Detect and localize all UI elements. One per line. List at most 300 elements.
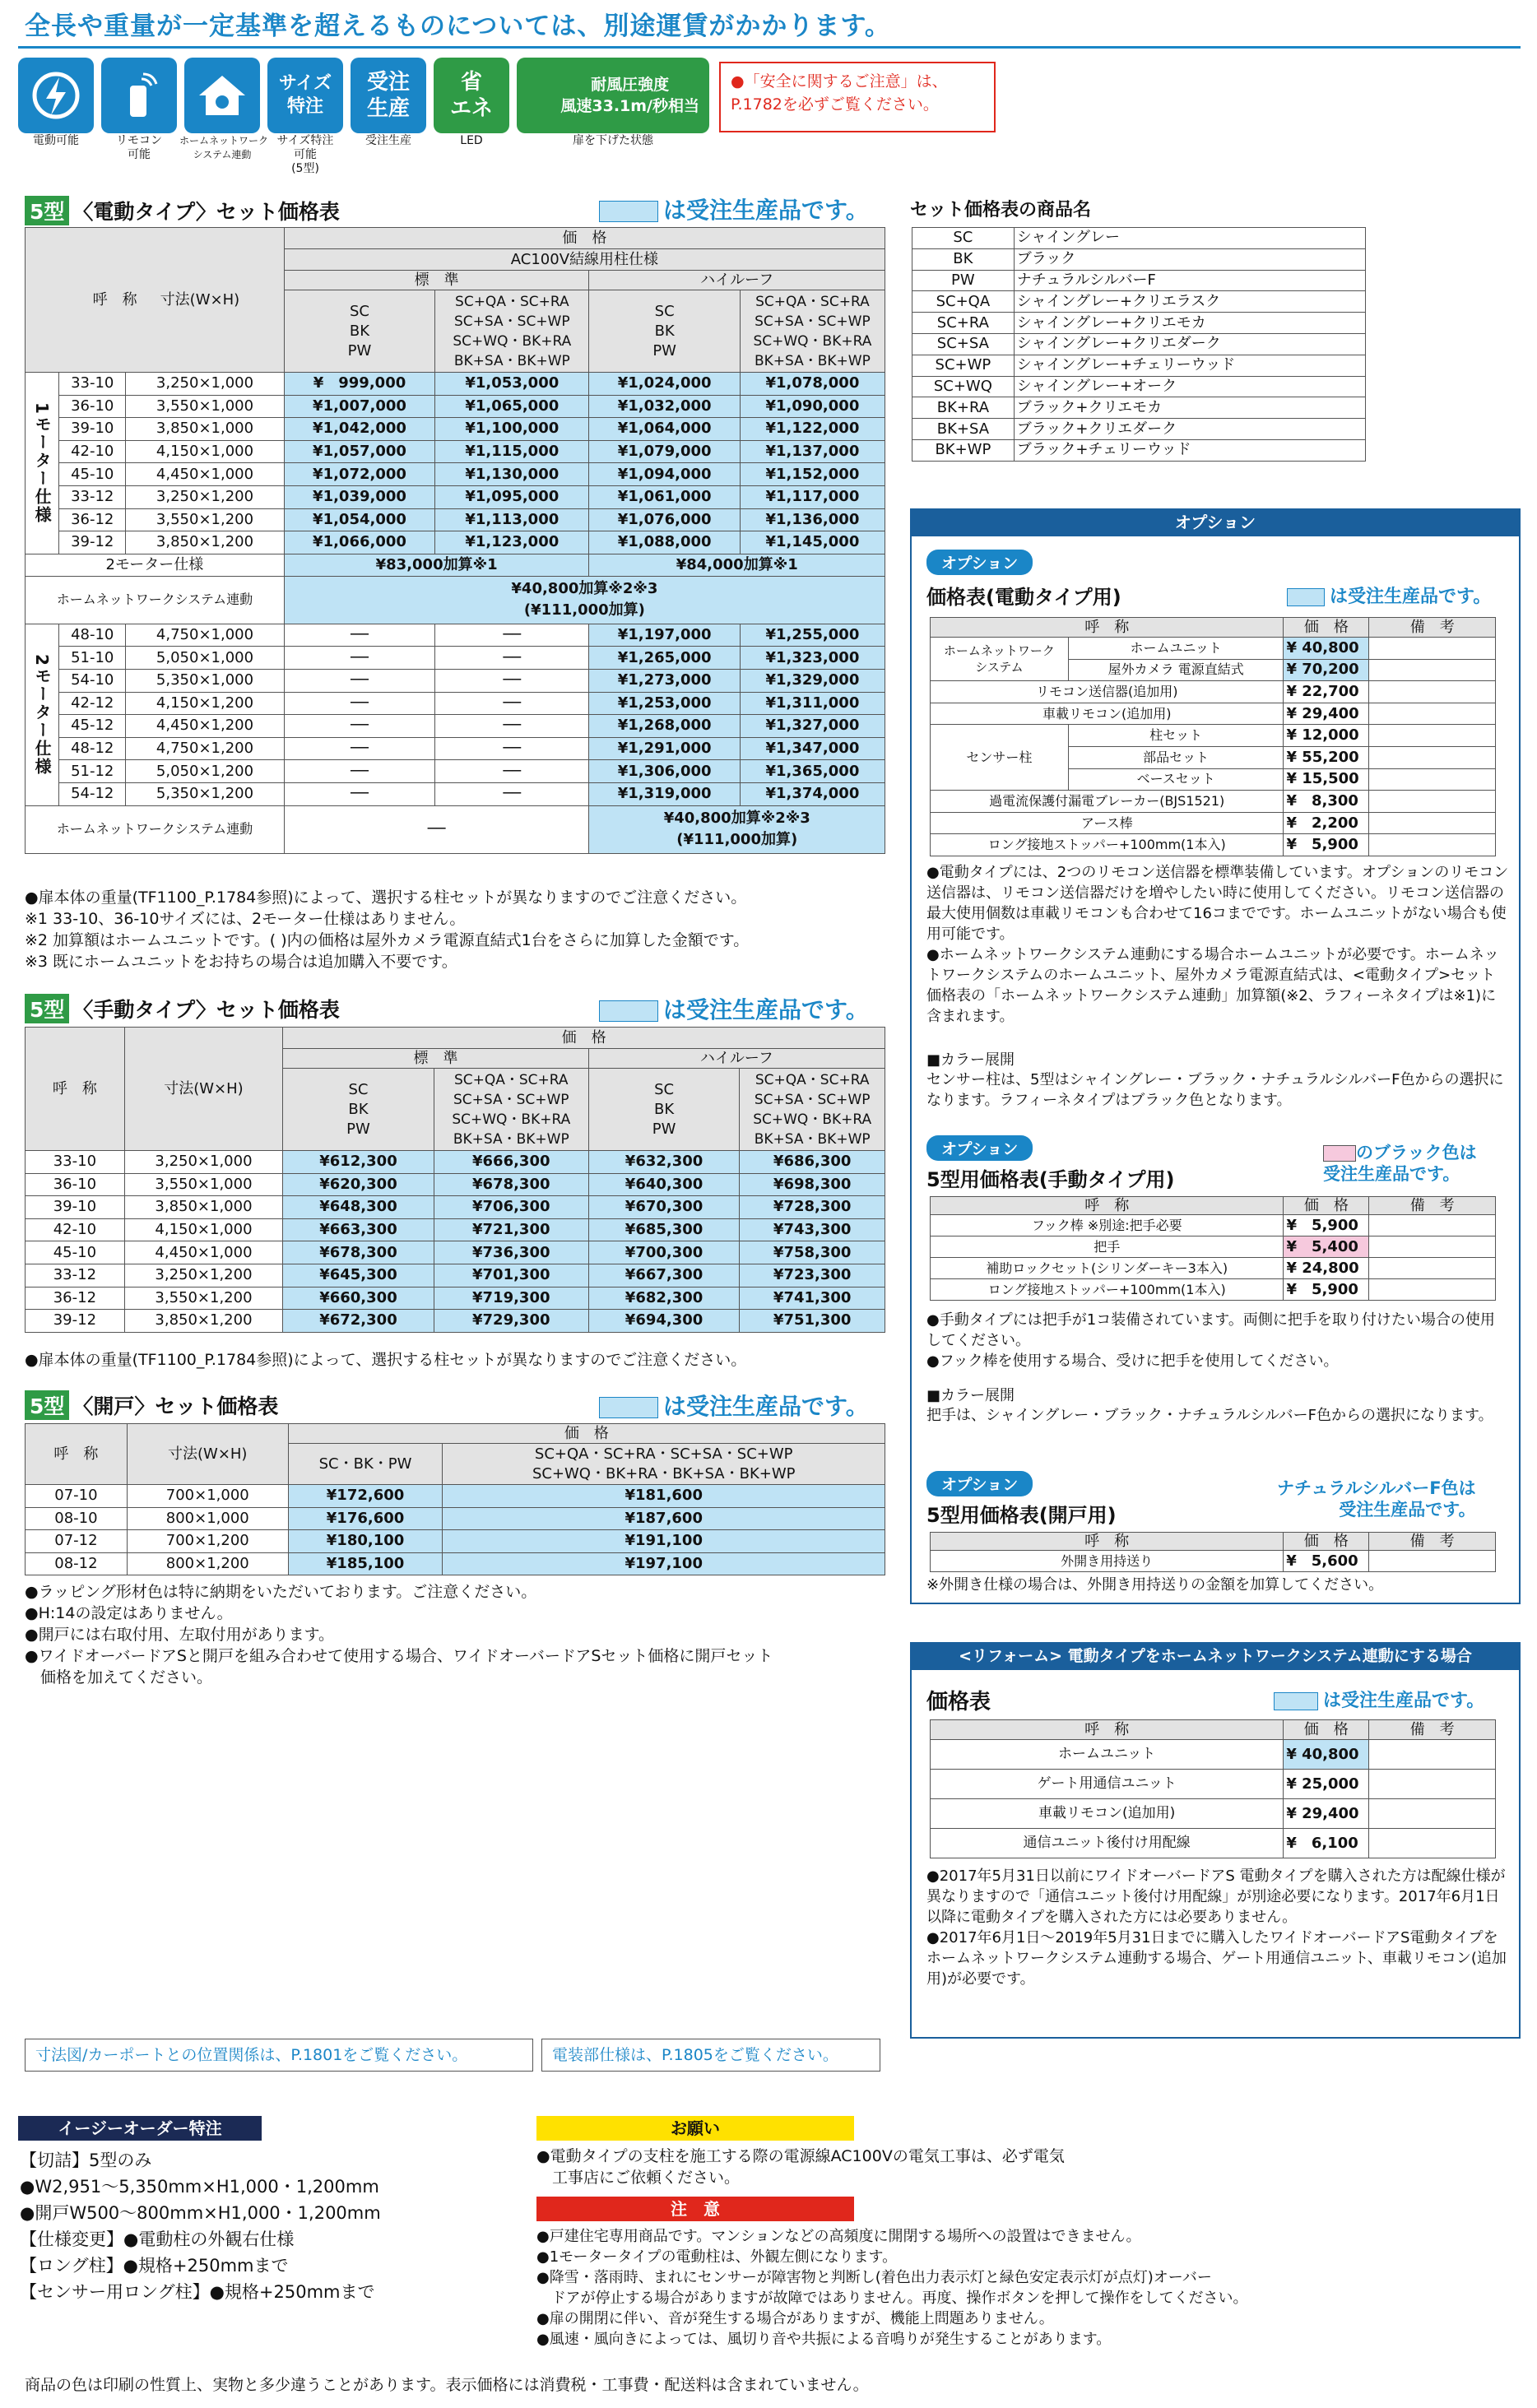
table-row <box>26 463 885 486</box>
table-row <box>912 397 1366 419</box>
table-cell: ¥1,136,000 <box>740 508 885 531</box>
table-cell <box>1369 1829 1496 1858</box>
table-cell: ── <box>284 782 434 805</box>
table-cell: ¥1,061,000 <box>589 485 740 508</box>
table-cell: 36-12 <box>59 508 126 531</box>
door-price-table: 呼 称 寸法(W×H) 価 格 SC・BK・PW SC+QA・SC+RA・SC+SA・SC+WP SC+WQ・BK+RA・BK+SA・BK+WP 07-10 700×1,000 ¥172,600 ¥181,600 08-10 800×1,000 ¥176,600 ¥187,600 07-12 700×1,200 ¥180,100 ¥191,100 08-12 800×1,200 ¥185,100 ¥197,100 <box>25 1423 885 1575</box>
color-name-table <box>912 227 1366 462</box>
table-row <box>26 1530 885 1553</box>
option-manual-notes: ●手動タイプには把手が1コ装備されています。両側に把手を取り付けたい場合の使用してください。 ●フック棒を使用する場合、受けに把手を使用してください。 <box>926 1311 1495 1370</box>
table-row <box>931 1236 1496 1258</box>
table-cell: ¥1,323,000 <box>740 647 885 670</box>
table-cell: ── <box>435 669 589 692</box>
table-cell: フック棒 ※別途:把手必要 <box>931 1215 1284 1236</box>
table-cell: シャイングレー+クリエモカ <box>1014 313 1365 334</box>
table-cell: ¥1,095,000 <box>435 485 589 508</box>
table-cell: ¥1,066,000 <box>284 531 434 554</box>
electric-title: 5型 〈電動タイプ〉セット価格表 <box>25 196 340 225</box>
table-cell: ¥185,100 <box>288 1552 443 1575</box>
table-row <box>26 1287 885 1310</box>
table-cell: 4,450×1,000 <box>126 463 285 486</box>
icon-caption: 電動可能 <box>33 134 79 147</box>
option-manual-table: 呼 称 価 格 備 考 フック棒 ※別途:把手必要 ¥ 5,900 把手 ¥ 5,400 補助ロックセット(シリンダーキー3本入) ¥ 24,800 ロング接地ストッパー+100mm(1本入) ¥ 5,900 <box>930 1196 1496 1301</box>
table-cell: ── <box>435 715 589 738</box>
table-cell: ¥ 5,900 <box>1284 1215 1369 1236</box>
table-cell: ¥728,300 <box>740 1196 885 1219</box>
table-row <box>912 228 1366 249</box>
table-row <box>931 1279 1496 1301</box>
table-cell: 補助ロックセット(シリンダーキー3本入) <box>931 1258 1284 1279</box>
table-cell: 800×1,200 <box>127 1552 288 1575</box>
table-cell <box>1369 746 1496 768</box>
table-cell: ── <box>435 760 589 783</box>
table-cell: ¥1,137,000 <box>740 440 885 463</box>
table-cell: ¥ 24,800 <box>1284 1258 1369 1279</box>
made-to-order-icon: 受注 生産 <box>351 58 426 133</box>
table-cell <box>1369 681 1496 703</box>
table-cell: 4,450×1,000 <box>124 1241 282 1264</box>
table-cell: ブラック+クリエダーク <box>1014 419 1365 440</box>
option-electric-color-title: ■カラー展開 <box>926 1051 1015 1069</box>
made-to-order-note: は受注生産品です。 <box>1287 582 1491 608</box>
icon-caption: リモコン 可能 <box>116 134 162 161</box>
manual-price-table: 呼 称 寸法(W×H) 価 格 標 準 ハイルーフ SC BK PW SC+QA・SC+RA SC+SA・SC+WP SC+WQ・BK+RA BK+SA・BK+WP SC BK PW SC+QA・SC+RA SC+SA・SC+WP SC+WQ・BK+RA BK+SA・BK+WP 33-10 3,250×1,000 ¥612,300 ¥666,300 ¥632,300 ¥686,300 36-10 3,550×1,000 ¥620,300 ¥678,300 ¥640,300 ¥698,300 39-10 3,850×1,000 ¥648,300 ¥706,300 ¥670,300 ¥728,300 42-10 4,150×1,000 ¥663,300 ¥721,300 ¥685,300 ¥743,300 45-10 4,450×1,000 ¥678,300 ¥736,300 ¥700,300 ¥758,300 33-12 3,250×1,200 ¥645,300 ¥701,300 ¥667,300 ¥723,300 36-12 3,550×1,200 ¥660,300 ¥719,300 ¥682,300 ¥741,300 39-12 3,850×1,200 ¥672,300 ¥729,300 ¥694,300 ¥751,300 <box>25 1027 885 1333</box>
reform-notes: ●2017年5月31日以前にワイドオーバードアS 電動タイプを購入された方は配線仕様が異なりますので「通信ユニット後付け用配線」が別途必要になります。2017年6月1日以降に電動タイプを購入された方には必要ありません。 ●2017年6月1日〜2019年5月31日までに購入したワイドオーバードアS電動タイプをホームネットワークシステム連動する場合、ゲート用通信ユニット、車載リモコン(追加用)が必要です。 <box>926 1867 1507 1988</box>
table-cell: 4,150×1,000 <box>124 1218 282 1241</box>
table-cell: 700×1,000 <box>127 1485 288 1508</box>
colors-title: セット価格表の商品名 <box>910 200 1092 220</box>
table-row <box>26 1196 885 1219</box>
table-cell: ¥706,300 <box>434 1196 588 1219</box>
name-header: 呼 称 寸法(W×H) <box>26 228 285 373</box>
table-cell: アース棒 <box>931 812 1284 834</box>
table-cell: ¥ 29,400 <box>1284 703 1369 725</box>
table-cell: ¥ 5,400 <box>1284 1236 1369 1258</box>
table-cell: ── <box>284 760 434 783</box>
table-cell: ¥632,300 <box>588 1151 740 1174</box>
home-network-icon <box>184 58 260 133</box>
option-manual-color: 把手は、シャイングレー・ブラック・ナチュラルシルバーF色からの選択になります。 <box>926 1407 1493 1424</box>
table-cell: ¥1,291,000 <box>589 737 740 760</box>
table-cell: ¥741,300 <box>740 1287 885 1310</box>
table-cell: 45-12 <box>59 715 126 738</box>
table-cell: 5,350×1,200 <box>126 782 285 805</box>
table-cell: ブラック <box>1014 248 1365 270</box>
table-cell: ── <box>284 737 434 760</box>
table-cell: 54-12 <box>59 782 126 805</box>
table-cell: ¥1,374,000 <box>740 782 885 805</box>
table-cell: 通信ユニット後付け用配線 <box>931 1829 1284 1858</box>
table-cell: 33-12 <box>59 485 126 508</box>
eco-led-icon: 省 エネ <box>434 58 509 133</box>
option-electric-color: センサー柱は、5型はシャイングレー・ブラック・ナチュラルシルバーF色からの選択になります。ラフィーネタイプはブラック色となります。 <box>926 1071 1504 1109</box>
table-cell: ホームユニット <box>931 1740 1284 1770</box>
table-row <box>26 440 885 463</box>
table-cell: ¥1,088,000 <box>589 531 740 554</box>
table-cell: ¥1,094,000 <box>589 463 740 486</box>
table-cell: BK+RA <box>912 397 1015 419</box>
table-cell: シャイングレー+クリエダーク <box>1014 333 1365 355</box>
table-cell: 39-12 <box>26 1310 125 1333</box>
option-door-table: 呼 称 価 格 備 考 外開き用持送り ¥ 5,600 <box>930 1532 1496 1572</box>
table-cell <box>1369 703 1496 725</box>
table-cell: ¥191,100 <box>443 1530 885 1553</box>
table-cell: 07-12 <box>26 1530 128 1553</box>
table-cell: 39-10 <box>59 418 126 441</box>
table-row <box>26 669 885 692</box>
icon-caption: サイズ特注 可能 (5型) <box>276 134 334 175</box>
icon-caption: LED <box>460 134 483 147</box>
table-cell <box>1369 1551 1496 1572</box>
table-cell <box>1369 659 1496 681</box>
table-cell: 33-10 <box>59 373 126 396</box>
icon-caption: 扉を下げた状態 <box>573 134 653 147</box>
table-row <box>931 1829 1496 1858</box>
table-cell: 700×1,200 <box>127 1530 288 1553</box>
table-cell: ¥719,300 <box>434 1287 588 1310</box>
table-row <box>931 1551 1496 1572</box>
table-cell: ¥698,300 <box>740 1173 885 1196</box>
table-cell: BK+WP <box>912 439 1015 461</box>
table-cell <box>1369 1279 1496 1301</box>
table-cell: ¥1,065,000 <box>435 395 589 418</box>
table-cell: 800×1,000 <box>127 1507 288 1530</box>
table-cell: シャイングレー+クリエラスク <box>1014 291 1365 313</box>
table-cell: ¥ 29,400 <box>1284 1799 1369 1829</box>
table-row <box>26 692 885 715</box>
table-cell: ¥ 15,500 <box>1284 768 1369 791</box>
table-cell <box>1369 1770 1496 1799</box>
table-cell: ¥666,300 <box>434 1151 588 1174</box>
table-cell: シャイングレー+オーク <box>1014 376 1365 397</box>
table-cell <box>1369 725 1496 747</box>
table-cell: ── <box>284 624 434 647</box>
option-pill: オプション <box>926 1471 1033 1496</box>
reform-bar: <リフォーム> 電動タイプをホームネットワークシステム連動にする場合 <box>910 1642 1521 1670</box>
table-cell <box>1369 834 1496 856</box>
safety-note: ●「安全に関するご注意」は、 P.1782を必ずご覧ください。 <box>719 62 996 132</box>
table-cell: ¥1,273,000 <box>589 669 740 692</box>
easy-line: 【仕様変更】●電動柱の外観右仕様 <box>20 2229 295 2249</box>
silver-note: ナチュラルシルバーF色は 受注生産品です。 <box>1277 1478 1476 1519</box>
table-cell: ¥ 25,000 <box>1284 1770 1369 1799</box>
manual-notes: ●扉本体の重量(TF1100_P.1784参照)によって、選択する柱セットが異なりますのでご注意ください。 <box>25 1351 747 1369</box>
table-row <box>912 270 1366 291</box>
table-cell: ¥180,100 <box>288 1530 443 1553</box>
table-cell: 36-10 <box>59 395 126 418</box>
table-cell: 3,250×1,200 <box>126 485 285 508</box>
table-cell: ¥1,123,000 <box>435 531 589 554</box>
table-row <box>26 1310 885 1333</box>
feature-icons <box>18 58 709 175</box>
table-cell: 54-10 <box>59 669 126 692</box>
table-row <box>26 782 885 805</box>
table-cell: ¥1,117,000 <box>740 485 885 508</box>
table-row <box>26 508 885 531</box>
table-row <box>26 418 885 441</box>
table-cell: 39-12 <box>59 531 126 554</box>
request-label: お願い <box>536 2116 854 2141</box>
table-cell: ブラック+チェリーウッド <box>1014 439 1365 461</box>
footer-note: 商品の色は印刷の性質上、実物と多少違うことがあります。表示価格には消費税・工事費・配送料は含まれていません。 <box>25 2376 869 2394</box>
option-pill: オプション <box>926 1135 1033 1161</box>
table-cell: SC+QA <box>912 291 1015 313</box>
table-cell: 3,250×1,000 <box>126 373 285 396</box>
table-row <box>931 1770 1496 1799</box>
table-cell: 36-10 <box>26 1173 125 1196</box>
table-cell: ¥721,300 <box>434 1218 588 1241</box>
table-cell <box>1369 1215 1496 1236</box>
table-cell: SC+RA <box>912 313 1015 334</box>
table-cell: ベースセット <box>1068 768 1284 791</box>
easy-order-label: イージーオーダー特注 <box>18 2116 262 2141</box>
table-cell: ¥723,300 <box>740 1264 885 1287</box>
table-cell: ¥1,265,000 <box>589 647 740 670</box>
table-cell: ¥176,600 <box>288 1507 443 1530</box>
size-special-icon: サイズ 特注 <box>267 58 343 133</box>
table-cell: ¥187,600 <box>443 1507 885 1530</box>
table-cell: ¥612,300 <box>283 1151 434 1174</box>
table-cell: 5,050×1,200 <box>126 760 285 783</box>
table-cell: ¥1,145,000 <box>740 531 885 554</box>
table-cell: シャイングレー+チェリーウッド <box>1014 355 1365 376</box>
table-row <box>26 1173 885 1196</box>
table-cell: ¥1,329,000 <box>740 669 885 692</box>
table-cell <box>1369 812 1496 834</box>
table-cell: ゲート用通信ユニット <box>931 1770 1284 1799</box>
manual-title: 5型 〈手動タイプ〉セット価格表 <box>25 994 340 1023</box>
table-cell: ¥1,122,000 <box>740 418 885 441</box>
reference-electrical-link[interactable]: 電装部仕様は、P.1805をご覧ください。 <box>541 2039 880 2072</box>
easy-line: 【ロング柱】●規格+250mmまで <box>20 2256 289 2276</box>
table-cell: ── <box>435 782 589 805</box>
table-cell: 3,250×1,000 <box>124 1151 282 1174</box>
caution-label: 注 意 <box>536 2197 854 2221</box>
table-row <box>912 291 1366 313</box>
table-row <box>931 638 1496 660</box>
table-cell: 51-12 <box>59 760 126 783</box>
table-cell: 4,750×1,000 <box>126 624 285 647</box>
table-cell: ¥672,300 <box>283 1310 434 1333</box>
table-cell: 08-12 <box>26 1552 128 1575</box>
table-cell: ¥678,300 <box>283 1241 434 1264</box>
table-cell: ¥700,300 <box>588 1241 740 1264</box>
table-cell: ── <box>284 647 434 670</box>
table-cell: ¥1,053,000 <box>435 373 589 396</box>
made-to-order-note: は受注生産品です。 <box>599 992 869 1025</box>
table-cell: ¥1,327,000 <box>740 715 885 738</box>
table-cell: ¥ 70,200 <box>1284 659 1369 681</box>
table-cell: ¥667,300 <box>588 1264 740 1287</box>
table-cell: ── <box>435 737 589 760</box>
table-cell: 3,550×1,200 <box>126 508 285 531</box>
table-cell: 4,750×1,200 <box>126 737 285 760</box>
table-cell: 3,850×1,000 <box>126 418 285 441</box>
table-cell: 3,550×1,000 <box>124 1173 282 1196</box>
made-to-order-note: は受注生産品です。 <box>599 193 869 225</box>
table-cell: 部品セット <box>1068 746 1284 768</box>
table-cell <box>1369 1740 1496 1770</box>
table-row <box>931 703 1496 725</box>
icon-caption: 受注生産 <box>365 134 411 147</box>
table-cell <box>1369 1236 1496 1258</box>
table-cell: ¥1,024,000 <box>589 373 740 396</box>
table-cell <box>1369 768 1496 791</box>
door-title: 5型 〈開戸〉セット価格表 <box>25 1390 278 1420</box>
made-to-order-note: は受注生産品です。 <box>599 1389 869 1422</box>
table-cell: ¥ 22,700 <box>1284 681 1369 703</box>
table-cell: SC <box>912 228 1015 249</box>
table-cell: ¥640,300 <box>588 1173 740 1196</box>
table-cell: 5,350×1,000 <box>126 669 285 692</box>
table-cell <box>1369 791 1496 813</box>
table-cell: ¥1,347,000 <box>740 737 885 760</box>
table-row <box>931 791 1496 813</box>
table-cell: ¥648,300 <box>283 1196 434 1219</box>
table-cell: ¥701,300 <box>434 1264 588 1287</box>
table-cell: ¥1,100,000 <box>435 418 589 441</box>
table-cell: 車載リモコン(追加用) <box>931 703 1284 725</box>
table-row <box>26 1151 885 1174</box>
table-cell: ¥620,300 <box>283 1173 434 1196</box>
electric-price-table: 呼 称 寸法(W×H) 価 格 AC100V結線用柱仕様 標 準 ハイルーフ SC BK PW SC+QA・SC+RA SC+SA・SC+WP SC+WQ・BK+RA BK+SA・BK+WP SC BK PW SC+QA・SC+RA SC+SA・SC+WP SC+WQ・BK+RA BK+SA・BK+WP 1モーター仕様 33-10 3,250×1,000 ¥ 999,000 ¥1,053,000 ¥1,024,000 ¥1,078,000 36-10 3,550×1,000 ¥1,007,000 ¥1,065,000 ¥1,032,000 ¥1,090,000 39-10 3,850×1,000 ¥1,042,000 ¥1,100,000 ¥1,064,000 ¥1,122,000 42-10 4,150×1,000 ¥1,057,000 ¥1,115,000 ¥1,079,000 ¥1,137,000 45-10 4,450×1,000 ¥1,072,000 ¥1,130,000 ¥1,094,000 ¥1,152,000 33-12 3,250×1,200 ¥1,039,000 ¥1,095,000 ¥1,061,000 ¥1,117,000 36-12 3,550×1,200 ¥1,054,000 ¥1,113,000 ¥1,076,000 ¥1,136,000 39-12 3,850×1,200 ¥1,066,000 ¥1,123,000 ¥1,088,000 ¥1,145,000 2モーター仕様 ¥83,000加算※1 ¥84,000加算※1 ホームネットワークシステム連動 ¥40,800加算※2※3 (¥111,000加算) 2モーター仕様 48-10 4,750×1,000 ── ── ¥1,197,000 ¥1,255,000 51-10 5,050×1,000 ── ── ¥1,265,000 ¥1,323,000 54-10 5,350×1,000 ── ── ¥1,273,000 ¥1,329,000 42-12 4,150×1,200 ── ── ¥1,253,000 ¥1,311,000 45-12 4,450×1,200 ── ── ¥1,268,000 ¥1,327,000 48-12 4,750×1,200 ── ── ¥1,291,000 ¥1,347,000 51-12 5,050×1,200 ── ── ¥1,306,000 ¥1,365,000 54-12 5,350×1,200 ── ── ¥1,319,000 ¥1,374,000 ホームネットワークシステム連動 ── ¥40,800加算※2※3 (¥111,000加算) <box>25 227 885 854</box>
electric-notes: ●扉本体の重量(TF1100_P.1784参照)によって、選択する柱セットが異なりますのでご注意ください。 ※1 33-10、36-10サイズには、2モーター仕様はありません。 ※2 加算額はホームユニットです。( )内の価格は屋外カメラ電源直結式1台をさらに加算した金額です。 ※3 既にホームユニットをお持ちの場合は追加購入不要です。 <box>25 889 750 971</box>
table-cell: ¥758,300 <box>740 1241 885 1264</box>
table-cell: ¥660,300 <box>283 1287 434 1310</box>
table-cell: シャイングレー <box>1014 228 1365 249</box>
table-cell: ¥1,042,000 <box>284 418 434 441</box>
table-row <box>931 681 1496 703</box>
table-cell: ¥751,300 <box>740 1310 885 1333</box>
table-cell: ナチュラルシルバーF <box>1014 270 1365 291</box>
table-cell: BK <box>912 248 1015 270</box>
table-cell: ¥ 999,000 <box>284 373 434 396</box>
table-cell: ロング接地ストッパー+100mm(1本入) <box>931 1279 1284 1301</box>
table-cell: ¥682,300 <box>588 1287 740 1310</box>
option-electric-table: 呼 称 価 格 備 考 ホームネットワーク システム ホームユニット ¥ 40,800 屋外カメラ 電源直結式 ¥ 70,200 リモコン送信器(追加用) ¥ 22,700 車載リモコン(追加用) ¥ 29,400 センサー柱 柱セット ¥ 12,000 部品セット ¥ 55,200 ベースセット ¥ 15,500 過電流保護付漏電ブレーカー(BJS1521) ¥ 8,300 アース棒 ¥ 2,200 ロング接地ストッパー+100mm(1本入) ¥ 5,900 <box>930 617 1496 856</box>
table-cell: 3,250×1,200 <box>124 1264 282 1287</box>
table-cell: 33-12 <box>26 1264 125 1287</box>
table-row <box>931 812 1496 834</box>
table-cell: 3,550×1,000 <box>126 395 285 418</box>
table-cell: ¥1,255,000 <box>740 624 885 647</box>
table-cell: 3,850×1,000 <box>124 1196 282 1219</box>
wind-icon: 耐風圧強度 風速33.1m/秒相当 <box>517 58 709 133</box>
table-cell: 2モーター仕様 <box>26 624 59 805</box>
table-cell: ¥1,253,000 <box>589 692 740 715</box>
table-cell: ¥ 5,900 <box>1284 1279 1369 1301</box>
table-cell: ¥1,078,000 <box>740 373 885 396</box>
table-cell: ¥1,032,000 <box>589 395 740 418</box>
table-cell: 48-10 <box>59 624 126 647</box>
table-row <box>931 1799 1496 1829</box>
table-row <box>931 725 1496 747</box>
table-cell: ── <box>435 624 589 647</box>
table-row <box>26 1485 885 1508</box>
option-manual-title: 5型用価格表(手動タイプ用) <box>926 1168 1175 1191</box>
table-cell: ── <box>284 692 434 715</box>
reform-table: 呼 称 価 格 備 考 ホームユニット ¥ 40,800 ゲート用通信ユニット ¥ 25,000 車載リモコン(追加用) ¥ 29,400 通信ユニット後付け用配線 ¥ 6,100 <box>930 1719 1496 1858</box>
easy-line: 【切詰】5型のみ <box>20 2150 152 2170</box>
table-cell: 48-12 <box>59 737 126 760</box>
table-cell: ホームネットワーク システム <box>931 638 1069 681</box>
table-cell: ¥1,306,000 <box>589 760 740 783</box>
table-row <box>26 485 885 508</box>
headline-rule <box>18 46 1521 49</box>
table-cell: ¥1,064,000 <box>589 418 740 441</box>
option-door-notes: ※外開き仕様の場合は、外開き用持送りの金額を加算してください。 <box>926 1576 1384 1594</box>
table-row <box>26 760 885 783</box>
table-cell: ¥ 2,200 <box>1284 812 1369 834</box>
table-cell: ¥197,100 <box>443 1552 885 1575</box>
table-cell: ¥ 40,800 <box>1284 1740 1369 1770</box>
easy-order-lines <box>20 2147 530 2305</box>
table-cell: ロング接地ストッパー+100mm(1本入) <box>931 834 1284 856</box>
table-cell: 45-10 <box>59 463 126 486</box>
reform-title: 価格表 <box>926 1690 991 1714</box>
table-cell: BK+SA <box>912 419 1015 440</box>
table-row <box>26 1507 885 1530</box>
table-cell: ¥1,090,000 <box>740 395 885 418</box>
table-cell: ¥1,054,000 <box>284 508 434 531</box>
table-cell: 4,150×1,200 <box>126 692 285 715</box>
table-cell: 把手 <box>931 1236 1284 1258</box>
headline: 全長や重量が一定基準を超えるものについては、別途運賃がかかります。 <box>25 12 891 41</box>
table-cell: ブラック+クリエモカ <box>1014 397 1365 419</box>
option-electric-notes: ●電動タイプには、2つのリモコン送信器を標準装備しています。オプションのリモコン送信器は、リモコン送信器だけを増やしたい時に使用してください。リモコン送信器の最大使用個数は車載リモコンも合わせて16コまでです。ホームユニットがない場合も使用可能です。 ●ホームネットワークシステム連動にする場合ホームユニットが必要です。ホームネットワークシステムのホームユニット、屋外カメラ電源直結式は、<電動タイプ>セット価格表の「ホームネットワークシステム連動」加算額(※2、ラフィーネタイプは※1)に含まれます。 <box>926 864 1509 1025</box>
table-cell <box>1369 1258 1496 1279</box>
table-cell: ¥1,039,000 <box>284 485 434 508</box>
table-row <box>26 1241 885 1264</box>
table-cell: 45-10 <box>26 1241 125 1264</box>
table-row <box>26 395 885 418</box>
table-cell: 3,850×1,200 <box>124 1310 282 1333</box>
table-cell <box>1369 638 1496 660</box>
caution-text: ●戸建住宅専用商品です。マンションなどの高頻度に開閉する場所への設置はできません。 ●1モータータイプの電動柱は、外観左側になります。 ●降雪・落雨時、まれにセンサーが障害物と判断し(着色出力表示灯と緑色安定表示灯が点灯)オーバー ドアが停止する場合がありますが故障ではありません。再度、操作ボタンを押して操作をしてください。 ●扉の開閉に伴い、音が発生する場合がありますが、機能上問題ありません。 ●風速・風向きによっては、風切り音や共振による音鳴りが発生することがあります。 <box>536 2228 1248 2348</box>
table-cell: 39-10 <box>26 1196 125 1219</box>
table-cell: 過電流保護付漏電ブレーカー(BJS1521) <box>931 791 1284 813</box>
table-cell: ¥645,300 <box>283 1264 434 1287</box>
table-cell: 42-12 <box>59 692 126 715</box>
table-cell: ¥181,600 <box>443 1485 885 1508</box>
table-cell: ¥ 40,800 <box>1284 638 1369 660</box>
table-cell: ¥670,300 <box>588 1196 740 1219</box>
table-cell: 柱セット <box>1068 725 1284 747</box>
table-cell: 3,850×1,200 <box>126 531 285 554</box>
table-row <box>26 1264 885 1287</box>
table-cell: ¥1,319,000 <box>589 782 740 805</box>
table-cell: 4,450×1,200 <box>126 715 285 738</box>
table-row <box>912 355 1366 376</box>
table-row <box>912 333 1366 355</box>
table-row <box>26 737 885 760</box>
reference-dimension-link[interactable]: 寸法図/カーポートとの位置関係は、P.1801をご覧ください。 <box>25 2039 533 2072</box>
table-cell: ¥694,300 <box>588 1310 740 1333</box>
easy-line: ●開戸W500〜800mm×H1,000・1,200mm <box>20 2203 381 2223</box>
option-bar: オプション <box>910 508 1521 536</box>
table-cell: ¥736,300 <box>434 1241 588 1264</box>
made-to-order-note: は受注生産品です。 <box>1274 1687 1484 1712</box>
option-pill: オプション <box>926 550 1033 575</box>
easy-line: ●W2,951〜5,350mm×H1,000・1,200mm <box>20 2177 379 2197</box>
table-row <box>912 248 1366 270</box>
table-cell: ¥ 8,300 <box>1284 791 1369 813</box>
table-row <box>912 313 1366 334</box>
table-cell: ホームユニット <box>1068 638 1284 660</box>
door-notes: ●ラッピング形材色は特に納期をいただいております。ご注意ください。 ●H:14の設定はありません。 ●開戸には右取付用、左取付用があります。 ●ワイドオーバードアSと開戸を組み合わせて使用する場合、ワイドオーバードアSセット価格に開戸セット 価格を加えてください。 <box>25 1583 773 1687</box>
table-row <box>26 1218 885 1241</box>
table-cell: PW <box>912 270 1015 291</box>
